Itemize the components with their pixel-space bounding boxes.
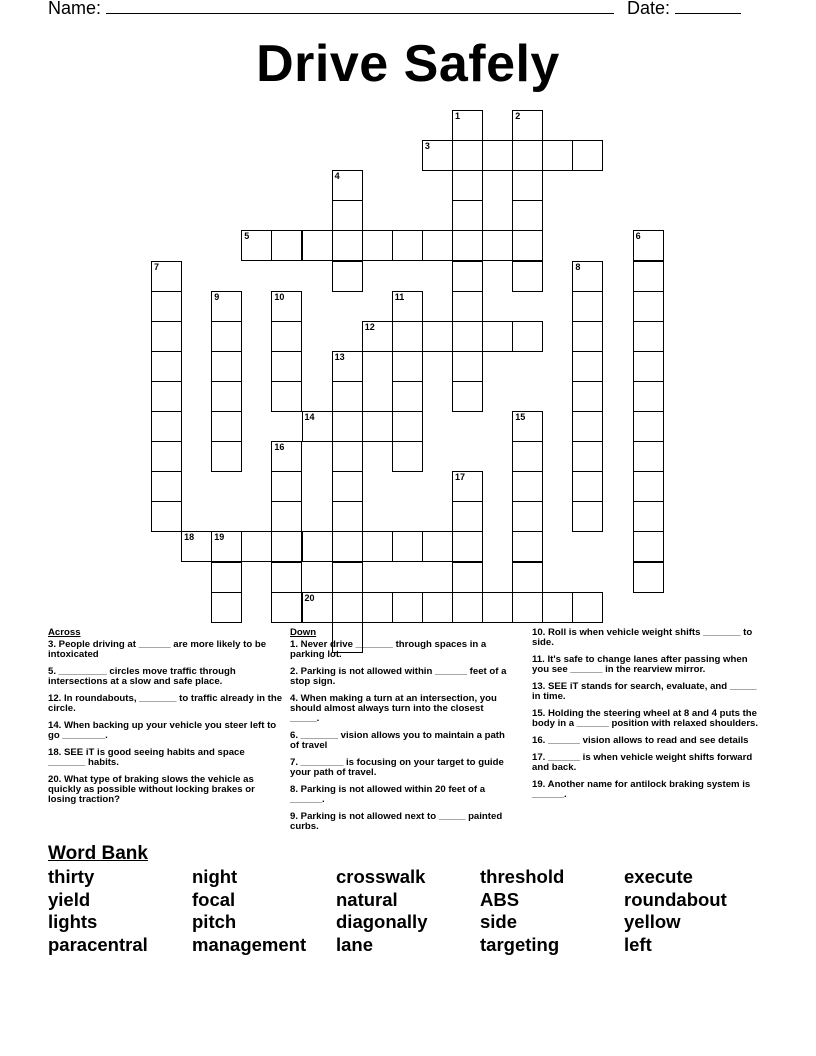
crossword-cell[interactable] xyxy=(542,592,573,623)
clue-down-19: 19. Another name for antilock braking system is ______. xyxy=(532,779,751,800)
word-bank-word: focal xyxy=(192,889,236,910)
crossword-cell[interactable] xyxy=(452,381,483,412)
crossword-cell[interactable] xyxy=(482,592,513,623)
clue-number: 13 xyxy=(334,351,345,362)
word-bank-word: left xyxy=(624,934,652,955)
date-line[interactable] xyxy=(675,0,741,14)
clue-down-13: 13. SEE iT stands for search, evaluate, and _____ in time. xyxy=(532,681,757,702)
name-line[interactable] xyxy=(106,0,614,14)
clue-down-2: 2. Parking is not allowed within ______ feet of a stop sign. xyxy=(290,666,507,687)
crossword-cell[interactable] xyxy=(241,531,272,562)
clue-across-5: 5. _________ circles move traffic through intersections at a slow and safe place. xyxy=(48,666,236,687)
crossword-cell[interactable] xyxy=(572,592,603,623)
crossword-cell[interactable] xyxy=(452,140,483,171)
clue-number: 5 xyxy=(244,231,250,242)
crossword-cell[interactable] xyxy=(211,381,242,412)
clue-number: 4 xyxy=(334,171,340,182)
word-bank-word: threshold xyxy=(480,866,565,887)
crossword-cell[interactable] xyxy=(633,291,664,322)
crossword-cell[interactable] xyxy=(572,261,603,292)
clue-number: 9 xyxy=(214,291,220,302)
crossword-cell[interactable] xyxy=(633,471,664,502)
word-bank-word: ABS xyxy=(480,889,520,910)
crossword-cell[interactable] xyxy=(482,321,513,352)
crossword-cell[interactable] xyxy=(512,531,543,562)
crossword-cell[interactable] xyxy=(332,170,363,201)
clue-number: 8 xyxy=(575,261,581,272)
clues-down-2 xyxy=(532,628,762,807)
word-bank-word: paracentral xyxy=(48,934,148,955)
crossword-cell[interactable] xyxy=(392,441,423,472)
crossword-cell[interactable] xyxy=(302,531,333,562)
crossword-cell[interactable] xyxy=(633,501,664,532)
crossword-cell[interactable] xyxy=(452,170,483,201)
clues-across xyxy=(48,628,283,812)
crossword-cell[interactable] xyxy=(452,351,483,382)
crossword-cell[interactable] xyxy=(392,381,423,412)
crossword-cell[interactable] xyxy=(271,291,302,322)
crossword-cell[interactable] xyxy=(302,230,333,261)
crossword-cell[interactable] xyxy=(512,562,543,593)
crossword-cell[interactable] xyxy=(512,592,543,623)
crossword-cell[interactable] xyxy=(572,471,603,502)
clue-down-9: 9. Parking is not allowed next to _____ painted curbs. xyxy=(290,811,503,832)
crossword-cell[interactable] xyxy=(422,140,453,171)
clue-down-4: 4. When making a turn at an intersection, you should almost always turn into the closest _____. xyxy=(290,693,497,724)
clue-number: 16 xyxy=(274,442,285,453)
crossword-cell[interactable] xyxy=(633,531,664,562)
crossword-cell[interactable] xyxy=(151,441,182,472)
clue-across-14: 14. When backing up your vehicle you steer left to go ________. xyxy=(48,720,277,741)
clue-down-1: 1. Never drive _______ through spaces in a parking lot. xyxy=(290,639,487,660)
clue-number: 2 xyxy=(515,111,521,121)
crossword-cell[interactable] xyxy=(151,291,182,322)
crossword-cell[interactable] xyxy=(572,291,603,322)
crossword-cell[interactable] xyxy=(362,592,393,623)
crossword-cell[interactable] xyxy=(332,351,363,382)
crossword-cell[interactable] xyxy=(392,411,423,442)
crossword-cell[interactable] xyxy=(332,592,363,623)
crossword-cell[interactable] xyxy=(362,321,393,352)
clue-across-3: 3. People driving at ______ are more likely to be intoxicated xyxy=(48,639,267,660)
crossword-cell[interactable] xyxy=(151,471,182,502)
word-bank-word: side xyxy=(480,911,518,932)
crossword-cell[interactable] xyxy=(542,140,573,171)
date-field xyxy=(627,0,741,19)
crossword-cell[interactable] xyxy=(332,441,363,472)
crossword-cell[interactable] xyxy=(211,351,242,382)
crossword-cell[interactable] xyxy=(633,411,664,442)
word-bank-word: roundabout xyxy=(624,889,727,910)
crossword-cell[interactable] xyxy=(572,351,603,382)
crossword-cell[interactable] xyxy=(392,230,423,261)
crossword-cell[interactable] xyxy=(452,501,483,532)
clue-across-20: 20. What type of braking slows the vehicle as quickly as possible without locking brakes or losing traction? xyxy=(48,774,255,805)
crossword-cell[interactable] xyxy=(211,411,242,442)
crossword-cell[interactable] xyxy=(362,411,393,442)
crossword-cell[interactable] xyxy=(633,381,664,412)
crossword-cell[interactable] xyxy=(633,230,664,261)
name-label: Name: xyxy=(48,0,102,18)
clue-number: 12 xyxy=(364,321,375,332)
crossword-cell[interactable] xyxy=(302,411,333,442)
crossword-cell[interactable] xyxy=(362,531,393,562)
word-bank-word: pitch xyxy=(192,911,237,932)
crossword-cell[interactable] xyxy=(332,531,363,562)
crossword-cell[interactable] xyxy=(422,230,453,261)
crossword-cell[interactable] xyxy=(271,441,302,472)
crossword-cell[interactable] xyxy=(302,592,333,623)
clue-number: 17 xyxy=(455,472,466,483)
crossword-cell[interactable] xyxy=(633,562,664,593)
crossword-cell[interactable] xyxy=(512,321,543,352)
clue-number: 15 xyxy=(515,412,526,422)
word-bank-word: lane xyxy=(336,934,374,955)
clue-across-12: 12. In roundabouts, _______ to traffic already in the circle. xyxy=(48,693,283,714)
crossword-cell[interactable] xyxy=(422,592,453,623)
clue-number: 11 xyxy=(394,291,405,302)
crossword-cell[interactable] xyxy=(422,321,453,352)
crossword-cell[interactable] xyxy=(392,531,423,562)
clue-number: 1 xyxy=(455,111,461,121)
crossword-cell[interactable] xyxy=(452,592,483,623)
across-heading: Across xyxy=(48,627,81,638)
word-bank-title: Word Bank xyxy=(48,843,148,864)
crossword-cell[interactable] xyxy=(633,321,664,352)
crossword-cell[interactable] xyxy=(271,321,302,352)
crossword-cell[interactable] xyxy=(332,411,363,442)
clue-down-15: 15. Holding the steering wheel at 8 and 4 puts the body in a ______ position with relaxed shoulders. xyxy=(532,708,759,729)
crossword-cell[interactable] xyxy=(452,291,483,322)
crossword-cell[interactable] xyxy=(211,291,242,322)
crossword-cell[interactable] xyxy=(151,321,182,352)
date-label: Date: xyxy=(627,0,671,18)
crossword-cell[interactable] xyxy=(151,261,182,292)
word-bank-word: thirty xyxy=(48,866,95,887)
crossword-cell[interactable] xyxy=(211,531,242,562)
crossword-cell[interactable] xyxy=(512,170,543,201)
crossword-cell[interactable] xyxy=(452,562,483,593)
word-bank-word: natural xyxy=(336,889,398,910)
clue-down-16: 16. ______ vision allows to read and see details xyxy=(532,735,749,746)
crossword-cell[interactable] xyxy=(271,471,302,502)
clue-number: 14 xyxy=(304,412,315,422)
crossword-cell[interactable] xyxy=(271,230,302,261)
crossword-cell[interactable] xyxy=(512,471,543,502)
clue-across-18: 18. SEE iT is good seeing habits and space _______ habits. xyxy=(48,747,245,768)
crossword-cell[interactable] xyxy=(633,441,664,472)
crossword-cell[interactable] xyxy=(151,411,182,442)
clue-down-8: 8. Parking is not allowed within 20 feet of a ______. xyxy=(290,784,486,805)
crossword-cell[interactable] xyxy=(241,230,272,261)
crossword-cell[interactable] xyxy=(392,351,423,382)
crossword-cell[interactable] xyxy=(512,261,543,292)
crossword-cell[interactable] xyxy=(512,441,543,472)
clue-down-6: 6. _______ vision allows you to maintain a path of travel xyxy=(290,730,505,751)
clue-down-10: 10. Roll is when vehicle weight shifts _______ to side. xyxy=(532,627,753,648)
clue-down-11: 11. It's safe to change lanes after passing when you see ______ in the rearview mirror. xyxy=(532,654,748,675)
page-title: Drive Safely xyxy=(256,35,560,93)
crossword-cell[interactable] xyxy=(633,351,664,382)
crossword-cell[interactable] xyxy=(332,381,363,412)
crossword-cell[interactable] xyxy=(572,441,603,472)
crossword-cell[interactable] xyxy=(332,230,363,261)
clue-down-17: 17. ______ is when vehicle weight shifts forward and back. xyxy=(532,752,753,773)
clue-number: 20 xyxy=(304,592,315,603)
crossword-cell[interactable] xyxy=(271,531,302,562)
crossword-cell[interactable] xyxy=(211,562,242,593)
crossword-cell[interactable] xyxy=(452,471,483,502)
crossword-cell[interactable] xyxy=(572,321,603,352)
crossword-cell[interactable] xyxy=(211,441,242,472)
crossword-cell[interactable] xyxy=(572,411,603,442)
crossword-cell[interactable] xyxy=(271,351,302,382)
crossword-cell[interactable] xyxy=(512,411,543,442)
crossword-cell[interactable] xyxy=(512,110,543,141)
word-bank-word: crosswalk xyxy=(336,866,426,887)
clues-down-1 xyxy=(290,628,514,839)
word-bank-word: management xyxy=(192,934,307,955)
crossword-cell[interactable] xyxy=(181,531,212,562)
crossword-cell[interactable] xyxy=(482,230,513,261)
crossword-cell[interactable] xyxy=(572,381,603,412)
word-bank-word: lights xyxy=(48,911,98,932)
crossword-cell[interactable] xyxy=(332,200,363,231)
crossword-cell[interactable] xyxy=(211,592,242,623)
crossword-cell[interactable] xyxy=(151,381,182,412)
down-heading: Down xyxy=(290,627,317,638)
crossword-cell[interactable] xyxy=(392,592,423,623)
crossword-cell[interactable] xyxy=(452,110,483,141)
clue-number: 7 xyxy=(154,261,160,272)
crossword-cell[interactable] xyxy=(332,471,363,502)
crossword-cell[interactable] xyxy=(452,230,483,261)
crossword-cell[interactable] xyxy=(332,562,363,593)
word-bank-word: execute xyxy=(624,866,693,887)
crossword-cell[interactable] xyxy=(572,501,603,532)
crossword-cell[interactable] xyxy=(271,562,302,593)
clue-down-7: 7. ________ is focusing on your target to guide your path of travel. xyxy=(290,757,504,778)
crossword-cell[interactable] xyxy=(512,501,543,532)
crossword-cell[interactable] xyxy=(392,291,423,322)
crossword-cell[interactable] xyxy=(271,501,302,532)
word-bank-word: targeting xyxy=(480,934,560,955)
clue-number: 3 xyxy=(424,141,430,152)
crossword-cell[interactable] xyxy=(452,321,483,352)
crossword-cell[interactable] xyxy=(151,351,182,382)
crossword-cell[interactable] xyxy=(512,200,543,231)
crossword-cell[interactable] xyxy=(633,261,664,292)
crossword-cell[interactable] xyxy=(452,261,483,292)
clue-number: 10 xyxy=(274,291,285,302)
crossword-cell[interactable] xyxy=(512,230,543,261)
crossword-cell[interactable] xyxy=(211,321,242,352)
crossword-cell[interactable] xyxy=(362,230,393,261)
crossword-cell[interactable] xyxy=(271,381,302,412)
word-bank-word: diagonally xyxy=(336,911,428,932)
crossword-cell[interactable] xyxy=(422,531,453,562)
crossword-cell[interactable] xyxy=(271,592,302,623)
crossword-cell[interactable] xyxy=(482,140,513,171)
clue-number: 6 xyxy=(635,231,641,242)
clue-number: 18 xyxy=(184,532,195,543)
crossword-cell[interactable] xyxy=(332,501,363,532)
crossword-cell[interactable] xyxy=(332,261,363,292)
crossword-cell[interactable] xyxy=(452,200,483,231)
crossword-cell[interactable] xyxy=(512,140,543,171)
word-bank-word: yield xyxy=(48,889,91,910)
name-field xyxy=(48,0,614,19)
clue-number: 19 xyxy=(214,532,225,543)
crossword-cell[interactable] xyxy=(572,140,603,171)
crossword-cell[interactable] xyxy=(392,321,423,352)
word-bank-word: night xyxy=(192,866,238,887)
crossword-cell[interactable] xyxy=(452,531,483,562)
crossword-cell[interactable] xyxy=(151,501,182,532)
word-bank-word: yellow xyxy=(624,911,681,932)
